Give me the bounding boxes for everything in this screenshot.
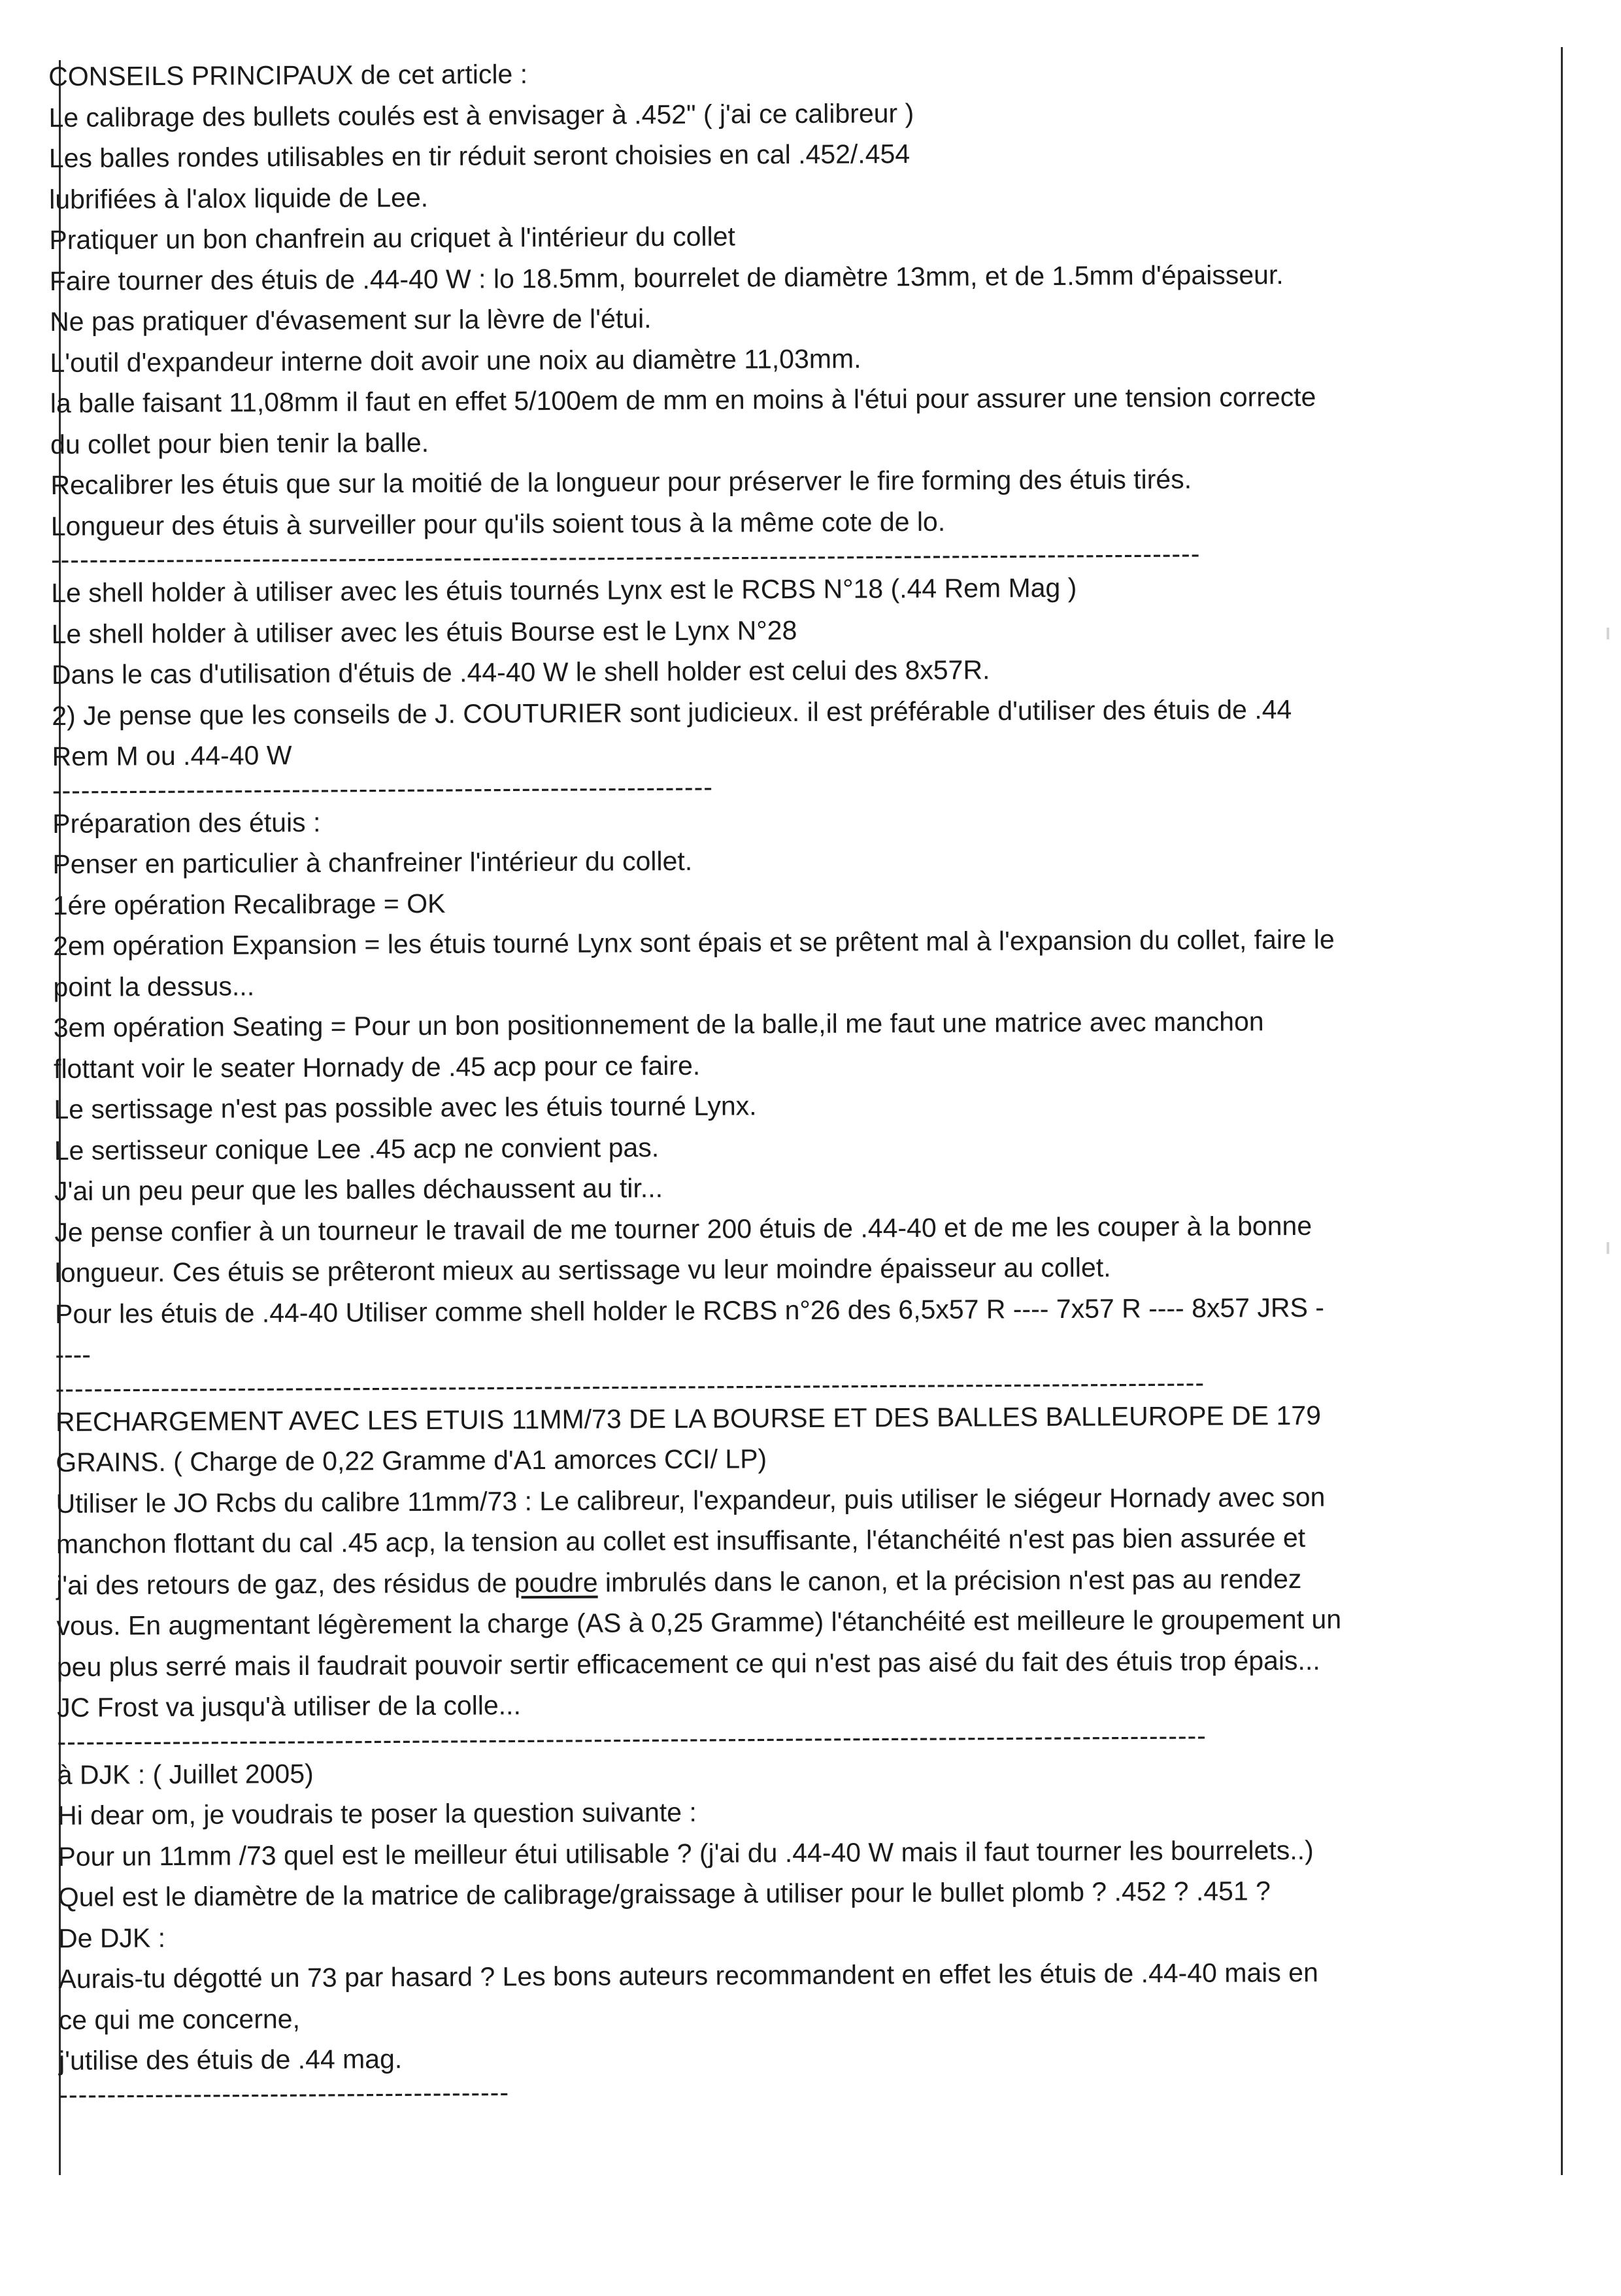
text-line: Rem M ou .44-40 W <box>52 740 292 771</box>
text-line: Quel est le diamètre de la matrice de calibrage/graissage à utiliser pour le bullet plomb ? .452 ? .451 ? <box>58 1876 1271 1912</box>
text-line: Pratiquer un bon chanfrein au criquet à l'intérieur du collet <box>49 221 735 255</box>
right-margin-rule <box>1561 47 1563 2175</box>
text-line: JC Frost va jusqu'à utiliser de la colle... <box>57 1690 522 1723</box>
text-fragment: imbrulés dans le canon, et la précision n'est pas au rendez <box>597 1563 1302 1598</box>
text-line: manchon flottant du cal .45 acp, la tension au collet est insuffisante, l'étanchéité n'est pas bien assurée et <box>56 1522 1306 1559</box>
text-line: Utiliser le JO Rcbs du calibre 11mm/73 : Le calibreur, l'expandeur, puis utiliser le siégeur Hornady avec son <box>56 1481 1326 1519</box>
text-line: Longueur des étuis à surveiller pour qu'ils soient tous à la même cote de lo. <box>50 506 946 541</box>
scan-speck <box>1607 628 1609 639</box>
text-line: Le shell holder à utiliser avec les étuis tournés Lynx est le RCBS N°18 (.44 Rem Mag ) <box>51 572 1077 608</box>
text-line: 1ére opération Recalibrage = OK <box>52 888 446 920</box>
separator-dashes: ------------------------------------------------------------------------------------------------------------------------ <box>57 1720 1207 1757</box>
section-heading: Préparation des étuis : <box>52 807 321 839</box>
document-body <box>48 48 1556 2110</box>
text-line: du collet pour bien tenir la balle. <box>50 427 429 460</box>
text-line: Hi dear om, je voudrais te poser la question suivante : <box>57 1797 697 1831</box>
text-fragment: j'ai des retours de gaz, des résidus de <box>56 1567 515 1600</box>
text-line: Le shell holder à utiliser avec les étuis Bourse est le Lynx N°28 <box>51 615 797 649</box>
text-line: point la dessus... <box>53 970 255 1002</box>
text-line: ce qui me concerne, <box>58 2003 301 2035</box>
section-heading: RECHARGEMENT AVEC LES ETUIS 11MM/73 DE LA BOURSE ET DES BALLES BALLEUROPE DE 179 <box>55 1400 1322 1437</box>
text-line: lubrifiées à l'alox liquide de Lee. <box>49 182 429 214</box>
text-line: J'ai un peu peur que les balles déchaussent au tir... <box>54 1173 663 1206</box>
text-line: Pour un 11mm /73 quel est le meilleur étui utilisable ? (j'ai du .44-40 W mais il faut tourner les bourrelets..) <box>58 1834 1314 1872</box>
text-line: longueur. Ces étuis se prêteront mieux au sertissage vu leur moindre épaisseur au collet. <box>54 1252 1111 1288</box>
section-heading: CONSEILS PRINCIPAUX de cet article : <box>48 59 528 92</box>
text-line: Ne pas pratiquer d'évasement sur la lèvre de l'étui. <box>50 303 652 337</box>
text-line: Pour les étuis de .44-40 Utiliser comme shell holder le RCBS n°26 des 6,5x57 R ---- 7x57 R ---- 8x57 JRS - <box>54 1292 1325 1329</box>
separator-dashes: ------------------------------------------------------------------------------------------------------------------------ <box>55 1367 1205 1404</box>
text-line: Le calibrage des bullets coulés est à envisager à .452" ( j'ai ce calibreur ) <box>48 97 914 133</box>
text-line: Faire tourner des étuis de .44-40 W : lo 18.5mm, bourrelet de diamètre 13mm, et de 1.5mm d'épaisseur. <box>49 259 1284 296</box>
section-heading: à DJK : ( Juillet 2005) <box>57 1758 314 1790</box>
text-line: Dans le cas d'utilisation d'étuis de .44-40 W le shell holder est celui des 8x57R. <box>51 654 990 690</box>
text-line: Le sertissage n'est pas possible avec les étuis tourné Lynx. <box>54 1090 757 1124</box>
text-line: GRAINS. ( Charge de 0,22 Gramme d'A1 amorces CCI/ LP) <box>56 1443 767 1477</box>
text-line: Recalibrer les étuis que sur la moitié de la longueur pour préserver le fire forming des étuis tirés. <box>50 464 1192 500</box>
text-line: la balle faisant 11,08mm il faut en effet 5/100em de mm en moins à l'étui pour assurer une tension correcte <box>50 381 1316 418</box>
text-line: flottant voir le seater Hornady de .45 acp pour ce faire. <box>53 1050 701 1084</box>
text-line: De DJK : <box>58 1922 166 1953</box>
text-line: 2) Je pense que les conseils de J. COUTURIER sont judicieux. il est préférable d'utiliser des étuis de .44 <box>52 694 1292 731</box>
text-line: 2em opération Expansion = les étuis tourné Lynx sont épais et se prêtent mal à l'expansion du collet, faire le <box>53 924 1335 961</box>
text-line: Je pense confier à un tourneur le travail de me tourner 200 étuis de .44-40 et de me les couper à la bonne <box>54 1210 1312 1247</box>
text-line: vous. En augmentant légèrement la charge (AS à 0,25 Gramme) l'étanchéité est meilleure le groupement un <box>56 1604 1342 1641</box>
text-line: j'utilise des étuis de .44 mag. <box>58 2044 403 2076</box>
text-line: Les balles rondes utilisables en tir réduit seront choisies en cal .452/.454 <box>48 139 911 173</box>
text-line: Aurais-tu dégotté un 73 par hasard ? Les bons auteurs recommandent en effet les étuis de .44-40 mais en <box>58 1957 1318 1994</box>
underlined-word: poudre <box>514 1567 598 1598</box>
separator-dashes: ------------------------------------------------------------------------------------------------------------------------ <box>50 538 1201 575</box>
text-line: 3em opération Seating = Pour un bon positionnement de la balle,il me faut une matrice avec manchon <box>53 1006 1264 1043</box>
separator-dashes: --------------------------------------------------------------------- <box>52 771 714 805</box>
scan-speck <box>1607 1242 1609 1254</box>
text-line: L'outil d'expandeur interne doit avoir une noix au diamètre 11,03mm. <box>50 343 861 378</box>
text-line: peu plus serré mais il faudrait pouvoir sertir efficacement ce qui n'est pas aisé du fait des étuis trop épais... <box>56 1645 1320 1682</box>
text-line: Penser en particulier à chanfreiner l'intérieur du collet. <box>52 845 693 879</box>
separator-dashes: ----------------------------------------------- <box>59 2076 510 2110</box>
text-line: Le sertisseur conique Lee .45 acp ne convient pas. <box>54 1132 660 1166</box>
text-line: ---- <box>55 1339 92 1370</box>
